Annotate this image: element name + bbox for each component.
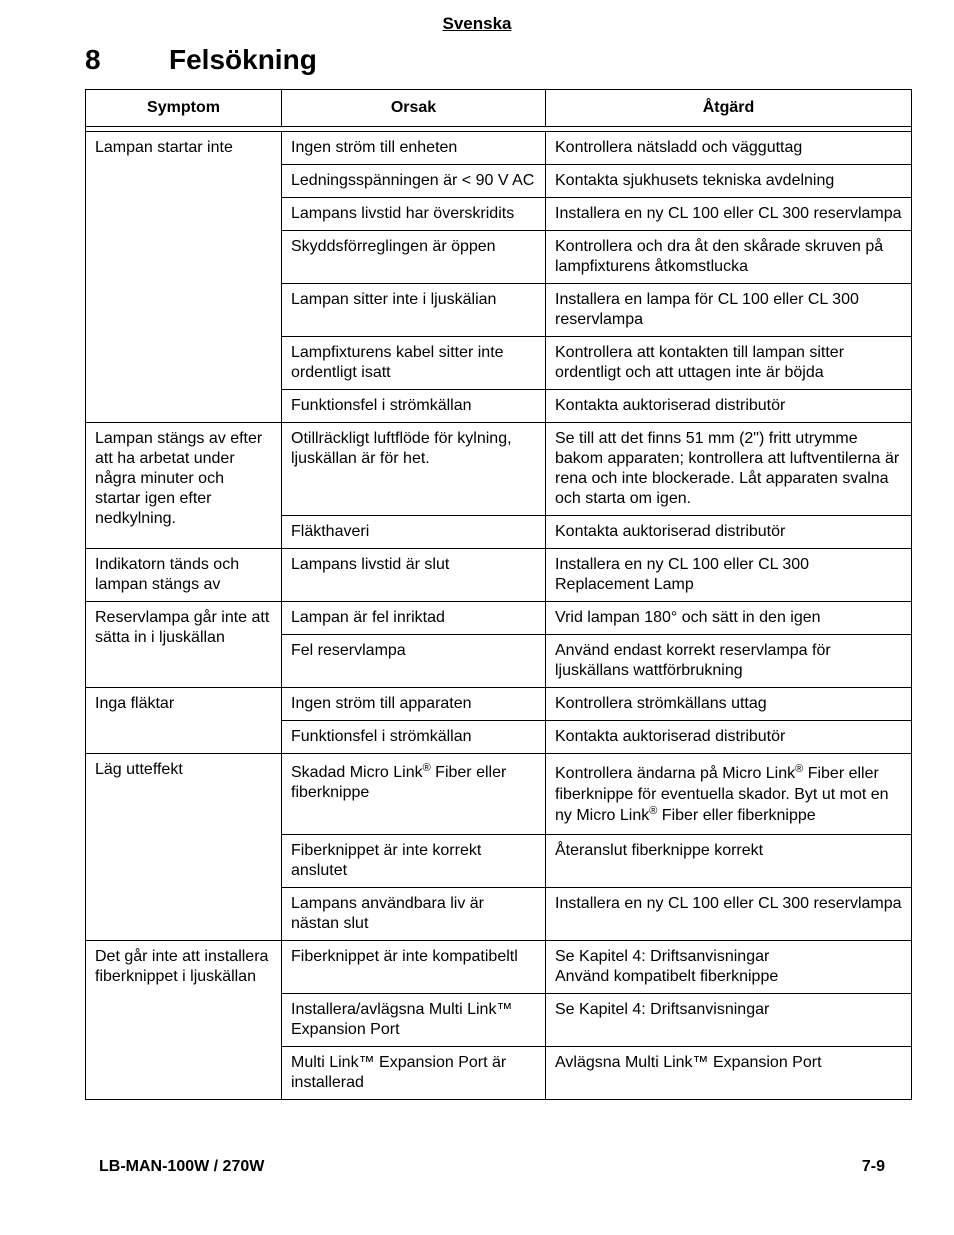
section-number: 8 <box>85 44 101 75</box>
table-row <box>86 132 912 165</box>
action-cell <box>546 754 912 835</box>
action-cell: Kontrollera nätsladd och vägguttag <box>546 132 912 165</box>
action-cell: Vrid lampan 180° och sätt in den igen <box>546 602 912 635</box>
footer-doc-id: LB-MAN-100W / 270W <box>99 1158 265 1175</box>
symptom-cell: Läg utteffekt <box>86 754 282 941</box>
cause-cell: Fiberknippet är inte korrekt anslutet <box>282 835 546 888</box>
action-cell: Kontrollera att kontakten till lampan sitter ordentligt och att uttagen inte är böjda <box>546 337 912 390</box>
cause-cell: Lampfixturens kabel sitter inte ordentligt isatt <box>282 337 546 390</box>
action-cell: Installera en ny CL 100 eller CL 300 reservlampa <box>546 198 912 231</box>
action-text: Fiber eller fiberknippe för eventuella skador. Byt ut mot en ny Micro Link <box>555 765 889 824</box>
symptom-cell: Det går inte att installera fiberknippet i ljuskällan <box>86 941 282 1100</box>
action-cell: Kontrollera strömkällans uttag <box>546 688 912 721</box>
action-text: Kontrollera ändarna på Micro Link <box>555 765 796 782</box>
action-cell: Installera en ny CL 100 eller CL 300 reservlampa <box>546 888 912 941</box>
cause-cell: Fläkthaveri <box>282 516 546 549</box>
cause-cell: Funktionsfel i strömkällan <box>282 390 546 423</box>
section-heading <box>85 44 317 76</box>
action-cell: Installera en lampa för CL 100 eller CL 300 reservlampa <box>546 284 912 337</box>
action-cell: Kontakta sjukhusets tekniska avdelning <box>546 165 912 198</box>
cause-cell <box>282 754 546 835</box>
cause-cell: Skyddsförreglingen är öppen <box>282 231 546 284</box>
action-cell <box>546 941 912 994</box>
cause-cell: Multi Link™ Expansion Port är installerad <box>282 1047 546 1100</box>
action-line: Se Kapitel 4: Driftsanvisningar <box>555 948 770 965</box>
cause-cell: Otillräckligt luftflöde för kylning, ljuskällan är för het. <box>282 423 546 516</box>
action-cell: Avlägsna Multi Link™ Expansion Port <box>546 1047 912 1100</box>
table-row <box>86 549 912 602</box>
cause-text: Skadad Micro Link <box>291 764 423 781</box>
symptom-cell: Reservlampa går inte att sätta in i ljuskällan <box>86 602 282 688</box>
table-header-row <box>86 90 912 127</box>
cause-cell: Lampans användbara liv är nästan slut <box>282 888 546 941</box>
symptom-cell: Inga fläktar <box>86 688 282 754</box>
cause-cell: Ingen ström till apparaten <box>282 688 546 721</box>
troubleshooting-table <box>85 89 912 1100</box>
action-cell: Återanslut fiberknippe korrekt <box>546 835 912 888</box>
cause-cell: Lampan sitter inte i ljuskälian <box>282 284 546 337</box>
table-row <box>86 941 912 994</box>
column-header-action: Åtgärd <box>546 90 912 127</box>
action-cell: Använd endast korrekt reservlampa för ljuskällans wattförbrukning <box>546 635 912 688</box>
action-cell: Kontakta auktoriserad distributör <box>546 721 912 754</box>
cause-cell: Fel reservlampa <box>282 635 546 688</box>
cause-text: Fiber eller fiberknippe <box>291 764 507 801</box>
column-header-cause: Orsak <box>282 90 546 127</box>
table-row <box>86 754 912 835</box>
action-cell: Installera en ny CL 100 eller CL 300 Replacement Lamp <box>546 549 912 602</box>
action-cell: Se till att det finns 51 mm (2") fritt utrymme bakom apparaten; kontrollera att luftventilerna är rena och inte blockerade. Låt apparaten svalna och starta om igen. <box>546 423 912 516</box>
symptom-cell: Lampan stängs av efter att ha arbetat under några minuter och startar igen efter nedkylning. <box>86 423 282 549</box>
action-cell: Kontakta auktoriserad distributör <box>546 516 912 549</box>
registered-mark: ® <box>422 762 431 774</box>
cause-cell: Lampans livstid har överskridits <box>282 198 546 231</box>
action-cell: Kontrollera och dra åt den skårade skruven på lampfixturens åtkomstlucka <box>546 231 912 284</box>
symptom-cell: Indikatorn tänds och lampan stängs av <box>86 549 282 602</box>
symptom-cell: Lampan startar inte <box>86 132 282 423</box>
table-row <box>86 602 912 635</box>
action-cell: Kontakta auktoriserad distributör <box>546 390 912 423</box>
cause-cell: Funktionsfel i strömkällan <box>282 721 546 754</box>
cause-cell: Lampans livstid är slut <box>282 549 546 602</box>
column-header-symptom: Symptom <box>86 90 282 127</box>
cause-cell: Lampan är fel inriktad <box>282 602 546 635</box>
language-label: Svenska <box>442 14 512 33</box>
cause-cell: Installera/avlägsna Multi Link™ Expansion Port <box>282 994 546 1047</box>
action-line: Använd kompatibelt fiberknippe <box>555 968 779 985</box>
footer-page-number: 7-9 <box>861 1158 885 1175</box>
table-row <box>86 688 912 721</box>
registered-mark: ® <box>649 805 658 817</box>
cause-cell: Ledningsspänningen är < 90 V AC <box>282 165 546 198</box>
cause-cell: Fiberknippet är inte kompatibeltl <box>282 941 546 994</box>
action-cell: Se Kapitel 4: Driftsanvisningar <box>546 994 912 1047</box>
action-text: Fiber eller fiberknippe <box>657 807 816 824</box>
registered-mark: ® <box>795 763 804 775</box>
cause-cell: Ingen ström till enheten <box>282 132 546 165</box>
table-row <box>86 423 912 516</box>
section-title: Felsökning <box>169 44 317 75</box>
